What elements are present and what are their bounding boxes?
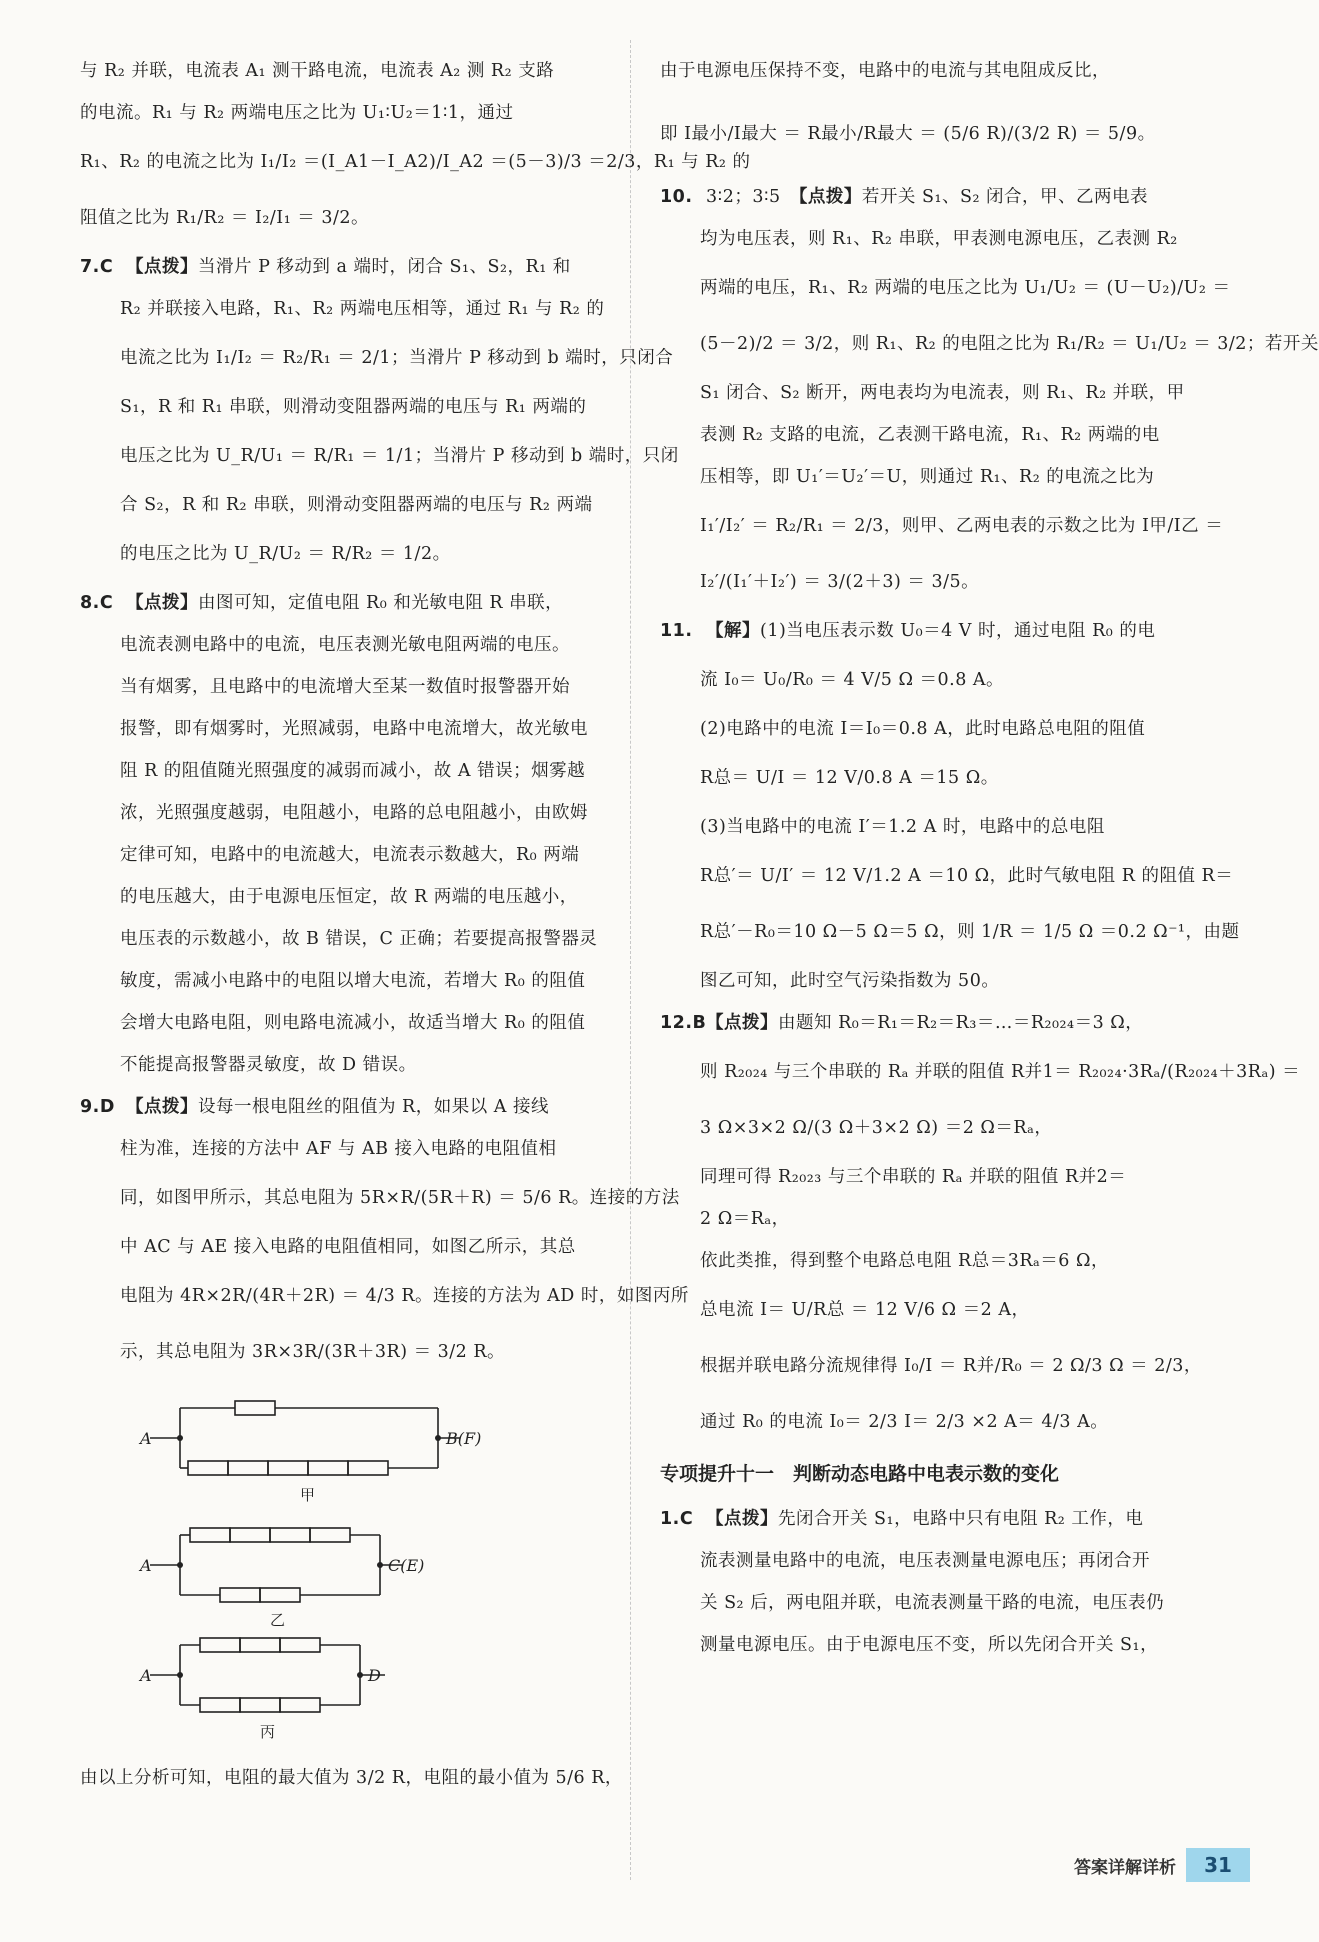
answer-8: 8.C 【点拨】由图可知，定值电阻 R₀ 和光敏电阻 R 串联， [80, 582, 600, 624]
hint-tag: 【点拨】 [706, 1509, 778, 1529]
answer-s1: 1.C 【点拨】先闭合开关 S₁，电路中只有电阻 R₂ 工作，电 [660, 1498, 1185, 1540]
label-d: D [368, 1666, 381, 1685]
answer-12: 12.B【点拨】由题知 R₀＝R₁＝R₂＝R₃＝…＝R₂₀₂₄＝3 Ω， [660, 1002, 1185, 1044]
column-divider [630, 40, 631, 1880]
text-line: 即 I最小/I最大 ＝ R最小/R最大 ＝ (5/6 R)/(3/2 R) ＝ 5/9。 [660, 124, 1156, 144]
text-line: R总＝ U/I ＝ 12 V/0.8 A ＝15 Ω。 [700, 768, 999, 788]
question-number: 9.D [80, 1097, 115, 1117]
caption-jia: 甲 [300, 1486, 316, 1504]
text-line: 根据并联电路分流规律得 I₀/I ＝ R并/R₀ ＝ 2 Ω/3 Ω ＝ 2/3， [700, 1356, 1202, 1376]
hint-tag: 【点拨】 [126, 257, 198, 277]
label-a3: A [140, 1666, 152, 1685]
text-line: 与 R₂ 并联，电流表 A₁ 测干路电流，电流表 A₂ 测 R₂ 支路 [80, 61, 555, 81]
hint-tag: 【点拨】 [706, 1013, 778, 1033]
caption-bing: 丙 [260, 1723, 276, 1741]
text-line: 合 S₂，R 和 R₂ 串联，则滑动变阻器两端的电压与 R₂ 两端 [120, 495, 593, 515]
text-line: 中 AC 与 AE 接入电路的电阻值相同，如图乙所示，其总 [120, 1237, 576, 1257]
text-line: (2)电路中的电流 I＝I₀＝0.8 A，此时电路总电阻的阻值 [700, 719, 1146, 739]
question-number: 12.B [660, 1013, 707, 1033]
caption-yi: 乙 [270, 1611, 286, 1629]
text-line: 示，其总电阻为 3R×3R/(3R＋3R) ＝ 3/2 R。 [120, 1342, 506, 1362]
text-line: 的电压越大，由于电源电压恒定，故 R 两端的电压越小， [120, 887, 578, 907]
text-line: 不能提高报警器灵敏度，故 D 错误。 [120, 1055, 417, 1075]
label-ce: C(E) [388, 1556, 425, 1575]
text-line: 测量电源电压。由于电源电压不变，所以先闭合开关 S₁， [700, 1635, 1159, 1655]
text-line: 定律可知，电路中的电流越大，电流表示数越大，R₀ 两端 [120, 845, 580, 865]
answer-9: 9.D 【点拨】设每一根电阻丝的阻值为 R，如果以 A 接线 [80, 1086, 600, 1128]
label-a2: A [140, 1556, 152, 1575]
text-line: 关 S₂ 后，两电阻并联，电流表测量干路的电流，电压表仍 [700, 1593, 1165, 1613]
hint-tag: 【点拨】 [126, 593, 198, 613]
hint-tag: 【点拨】 [126, 1097, 198, 1117]
text-line: 由以上分析可知，电阻的最大值为 3/2 R，电阻的最小值为 5/6 R， [80, 1768, 623, 1788]
text-line: 电压表的示数越小，故 B 错误，C 正确；若要提高报警器灵 [120, 929, 598, 949]
text-line: 电流表测电路中的电流，电压表测光敏电阻两端的电压。 [120, 635, 570, 655]
text-line: 报警，即有烟雾时，光照减弱，电路中电流增大，故光敏电 [120, 719, 588, 739]
text-line: 图乙可知，此时空气污染指数为 50。 [700, 971, 1000, 991]
text-line: 则 R₂₀₂₄ 与三个串联的 Rₐ 并联的阻值 R并1＝ R₂₀₂₄·3Rₐ/(R₂₀₂₄＋3Rₐ) ＝ [700, 1062, 1301, 1082]
section-title: 专项提升十一 判断动态电路中电表示数的变化 [660, 1463, 1060, 1485]
page-number: 31 [1186, 1848, 1250, 1882]
question-number: 10. [660, 187, 693, 207]
hint-tag: 【解】 [706, 621, 760, 641]
answer-7: 7.C 【点拨】当滑片 P 移动到 a 端时，闭合 S₁、S₂，R₁ 和 [80, 246, 600, 288]
text-line: 压相等，即 U₁′＝U₂′＝U，则通过 R₁、R₂ 的电流之比为 [700, 467, 1155, 487]
text-line: 由于电源电压保持不变，电路中的电流与其电阻成反比， [660, 61, 1110, 81]
text-line: R总′－R₀＝10 Ω－5 Ω＝5 Ω，则 1/R ＝ 1/5 Ω ＝0.2 Ω⁻¹，由题 [700, 922, 1240, 942]
text-line: I₁′/I₂′ ＝ R₂/R₁ ＝ 2/3，则甲、乙两电表的示数之比为 I甲/I乙 ＝ [700, 516, 1224, 536]
text-line: 3 Ω×3×2 Ω/(3 Ω＋3×2 Ω) ＝2 Ω＝Rₐ， [700, 1118, 1053, 1138]
text-line: 的电压之比为 U_R/U₂ ＝ R/R₂ ＝ 1/2。 [120, 544, 451, 564]
text-line: I₂′/(I₁′＋I₂′) ＝ 3/(2＋3) ＝ 3/5。 [700, 572, 980, 592]
text-line: S₁，R 和 R₁ 串联，则滑动变阻器两端的电压与 R₁ 两端的 [120, 397, 587, 417]
text-line: 柱为准，连接的方法中 AF 与 AB 接入电路的电阻值相 [120, 1139, 557, 1159]
text-line: (5－2)/2 ＝ 3/2，则 R₁、R₂ 的电阻之比为 R₁/R₂ ＝ U₁/U₂ ＝ 3/2；若开关 [700, 334, 1319, 354]
text-line: 会增大电路电阻，则电路电流减小，故适当增大 R₀ 的阻值 [120, 1013, 586, 1033]
answer-10: 10. 3∶2；3∶5 【点拨】若开关 S₁、S₂ 闭合，甲、乙两电表 [660, 176, 1185, 218]
text-line: 流 I₀＝ U₀/R₀ ＝ 4 V/5 Ω ＝0.8 A。 [700, 670, 1005, 690]
text-line: 阻 R 的阻值随光照强度的减弱而减小，故 A 错误；烟雾越 [120, 761, 586, 781]
text-line: R总′＝ U/I′ ＝ 12 V/1.2 A ＝10 Ω，此时气敏电阻 R 的阻值 R＝ [700, 866, 1234, 886]
text-line: 通过 R₀ 的电流 I₀＝ 2/3 I＝ 2/3 ×2 A＝ 4/3 A。 [700, 1412, 1109, 1432]
text-line: 依此类推，得到整个电路总电阻 R总＝3Rₐ＝6 Ω， [700, 1251, 1110, 1271]
answer-11: 11. 【解】(1)当电压表示数 U₀＝4 V 时，通过电阻 R₀ 的电 [660, 610, 1185, 652]
text-line: 当有烟雾，且电路中的电流增大至某一数值时报警器开始 [120, 677, 570, 697]
text-line: 同，如图甲所示，其总电阻为 5R×R/(5R＋R) ＝ 5/6 R。连接的方法 [120, 1188, 680, 1208]
text-line: 阻值之比为 R₁/R₂ ＝ I₂/I₁ ＝ 3/2。 [80, 208, 370, 228]
footer-label: 答案详解详析 [1074, 1857, 1176, 1878]
text-line: 同理可得 R₂₀₂₃ 与三个串联的 Rₐ 并联的阻值 R并2＝ [700, 1167, 1127, 1187]
label-bf: B(F) [446, 1429, 482, 1448]
right-column [660, 50, 1319, 1666]
text-line: 电压之比为 U_R/U₁ ＝ R/R₁ ＝ 1/1；当滑片 P 移动到 b 端时，只闭 [120, 446, 679, 466]
question-number: 1.C [660, 1509, 694, 1529]
text-line: 表测 R₂ 支路的电流，乙表测干路电流，R₁、R₂ 两端的电 [700, 425, 1160, 445]
question-number: 8.C [80, 593, 114, 613]
text-line: 电流之比为 I₁/I₂ ＝ R₂/R₁ ＝ 2/1；当滑片 P 移动到 b 端时，只闭合 [120, 348, 674, 368]
hint-tag: 【点拨】 [798, 187, 862, 207]
text-line: 总电流 I＝ U/R总 ＝ 12 V/6 Ω ＝2 A， [700, 1300, 1030, 1320]
text-line: 浓，光照强度越弱，电阻越小，电路的总电阻越小，由欧姆 [120, 803, 588, 823]
text-line: R₁、R₂ 的电流之比为 I₁/I₂ ＝(I_A1－I_A2)/I_A2 ＝(5－3)/3 ＝2/3，R₁ 与 R₂ 的 [80, 152, 751, 172]
text-line: 均为电压表，则 R₁、R₂ 串联，甲表测电源电压，乙表测 R₂ [700, 229, 1178, 249]
page-footer [1074, 1848, 1250, 1882]
text-line: 两端的电压，R₁、R₂ 两端的电压之比为 U₁/U₂ ＝ (U－U₂)/U₂ ＝ [700, 278, 1231, 298]
circuit-diagram [140, 1380, 560, 1750]
text-line: 敏度，需减小电路中的电阻以增大电流，若增大 R₀ 的阻值 [120, 971, 586, 991]
label-a1: A [140, 1429, 152, 1448]
text-line: 的电流。R₁ 与 R₂ 两端电压之比为 U₁∶U₂＝1∶1，通过 [80, 103, 514, 123]
text-line: R₂ 并联接入电路，R₁、R₂ 两端电压相等，通过 R₁ 与 R₂ 的 [120, 299, 605, 319]
text-line: 流表测量电路中的电流，电压表测量电源电压；再闭合开 [700, 1551, 1150, 1571]
question-number: 7.C [80, 257, 114, 277]
text-line: (3)当电路中的电流 I′＝1.2 A 时，电路中的总电阻 [700, 817, 1105, 837]
text-line: 2 Ω＝Rₐ， [700, 1209, 790, 1229]
question-number: 11. [660, 621, 693, 641]
text-line: 电阻为 4R×2R/(4R＋2R) ＝ 4/3 R。连接的方法为 AD 时，如图丙所 [120, 1286, 689, 1306]
circuit-figures [140, 1380, 600, 1750]
text-line: S₁ 闭合、S₂ 断开，两电表均为电流表，则 R₁、R₂ 并联，甲 [700, 383, 1185, 403]
